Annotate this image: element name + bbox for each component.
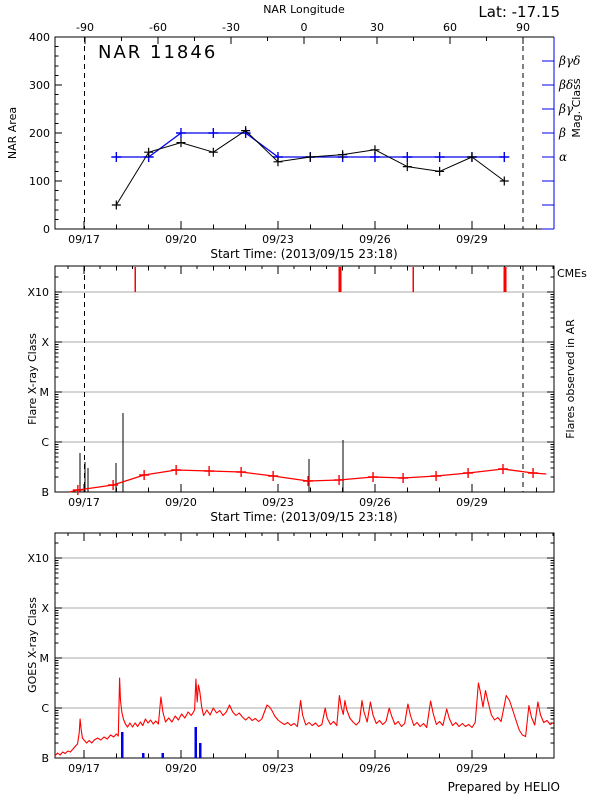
- data-point-marker: [402, 152, 412, 162]
- data-point-marker: [112, 201, 121, 210]
- date-tick-label: 09/26: [359, 762, 391, 775]
- date-tick-label: 09/29: [456, 496, 488, 509]
- data-point-marker: [268, 471, 278, 481]
- data-point-marker: [208, 128, 218, 138]
- class-tick-label: C: [41, 702, 49, 715]
- flare-axis-title: Flare X-ray Class: [26, 333, 39, 425]
- goes-chart: [26, 533, 560, 794]
- class-tick-label: X10: [27, 552, 49, 565]
- start-time-label: Start Time: (2013/09/15 23:18): [210, 247, 398, 261]
- longitude-tick-label: 0: [300, 21, 308, 34]
- longitude-tick-label: -30: [222, 21, 240, 34]
- class-tick-label: X10: [27, 286, 49, 299]
- area-axis-title: NAR Area: [6, 106, 19, 160]
- mag-class-tick-label: βγδ: [559, 54, 581, 68]
- goes-chart-frame: [55, 533, 554, 758]
- top-chart-frame: [55, 37, 554, 229]
- nar-area-chart: [6, 3, 583, 261]
- flares-observed-label: Flares observed in AR: [564, 319, 577, 439]
- mag-class-axis-title: Mag. Class: [570, 78, 583, 138]
- data-point-marker: [435, 167, 444, 176]
- class-tick-label: B: [41, 486, 49, 499]
- data-point-marker: [139, 470, 149, 480]
- data-point-marker: [338, 150, 347, 159]
- data-point-marker: [171, 465, 181, 475]
- data-point-marker: [368, 472, 378, 482]
- date-tick-label: 09/23: [262, 762, 294, 775]
- prepared-by-label: Prepared by HELIO: [447, 780, 560, 794]
- data-point-marker: [467, 153, 476, 162]
- mag-class-tick-label: α: [559, 150, 568, 164]
- data-point-marker: [306, 153, 315, 162]
- date-tick-label: 09/17: [68, 233, 100, 246]
- date-tick-label: 09/20: [165, 762, 197, 775]
- area-axis-tick-label: 0: [43, 223, 50, 236]
- date-tick-label: 09/29: [456, 233, 488, 246]
- flare-chart-frame: [55, 266, 554, 492]
- class-tick-label: M: [39, 386, 49, 399]
- date-tick-label: 09/26: [359, 496, 391, 509]
- date-tick-label: 09/29: [456, 762, 488, 775]
- data-point-marker: [403, 162, 412, 171]
- cmes-label: CMEs: [557, 267, 587, 280]
- date-tick-label: 09/23: [262, 496, 294, 509]
- mag-class-tick-label: βγ: [559, 102, 574, 116]
- longitude-tick-label: 60: [443, 21, 457, 34]
- area-axis-tick-label: 200: [29, 127, 50, 140]
- data-point-marker: [431, 471, 441, 481]
- data-point-marker: [398, 473, 408, 483]
- longitude-axis-title: NAR Longitude: [263, 3, 345, 16]
- date-tick-label: 09/17: [68, 496, 100, 509]
- class-tick-label: C: [41, 436, 49, 449]
- data-point-marker: [528, 468, 538, 478]
- data-point-marker: [176, 128, 186, 138]
- area-axis-tick-label: 400: [29, 31, 50, 44]
- date-tick-label: 09/17: [68, 762, 100, 775]
- class-tick-label: X: [41, 336, 49, 349]
- data-point-marker: [176, 138, 185, 147]
- longitude-tick-label: 90: [516, 21, 530, 34]
- data-point-marker: [463, 468, 473, 478]
- data-point-marker: [500, 177, 509, 186]
- data-point-marker: [303, 476, 313, 486]
- goes-flux-curve: [55, 678, 553, 756]
- mag-class-tick-label: β: [559, 126, 566, 140]
- data-point-marker: [499, 152, 509, 162]
- area-axis-tick-label: 300: [29, 79, 50, 92]
- longitude-tick-label: 30: [370, 21, 384, 34]
- longitude-tick-label: -60: [149, 21, 167, 34]
- class-tick-label: M: [39, 652, 49, 665]
- data-point-marker: [435, 152, 445, 162]
- start-time-label: Start Time: (2013/09/15 23:18): [210, 510, 398, 524]
- area-axis-tick-label: 100: [29, 175, 50, 188]
- goes-axis-title: GOES X-ray Class: [26, 597, 39, 693]
- data-point-marker: [209, 148, 218, 157]
- class-tick-label: B: [41, 752, 49, 765]
- date-tick-label: 09/20: [165, 496, 197, 509]
- longitude-tick-label: -90: [76, 21, 94, 34]
- data-point-marker: [73, 485, 83, 495]
- mag-class-tick-label: βδ: [559, 78, 574, 92]
- data-point-marker: [498, 464, 508, 474]
- data-point-marker: [236, 467, 246, 477]
- class-tick-label: X: [41, 602, 49, 615]
- nar-area-series-line: [116, 131, 504, 205]
- date-tick-label: 09/20: [165, 233, 197, 246]
- date-tick-label: 09/26: [359, 233, 391, 246]
- date-tick-label: 09/23: [262, 233, 294, 246]
- data-point-marker: [204, 466, 214, 476]
- flare-chart: [26, 266, 587, 524]
- data-point-marker: [111, 152, 121, 162]
- chart-title: NAR 11846: [98, 42, 218, 63]
- data-point-marker: [370, 145, 379, 154]
- latitude-label: Lat: -17.15: [478, 3, 560, 21]
